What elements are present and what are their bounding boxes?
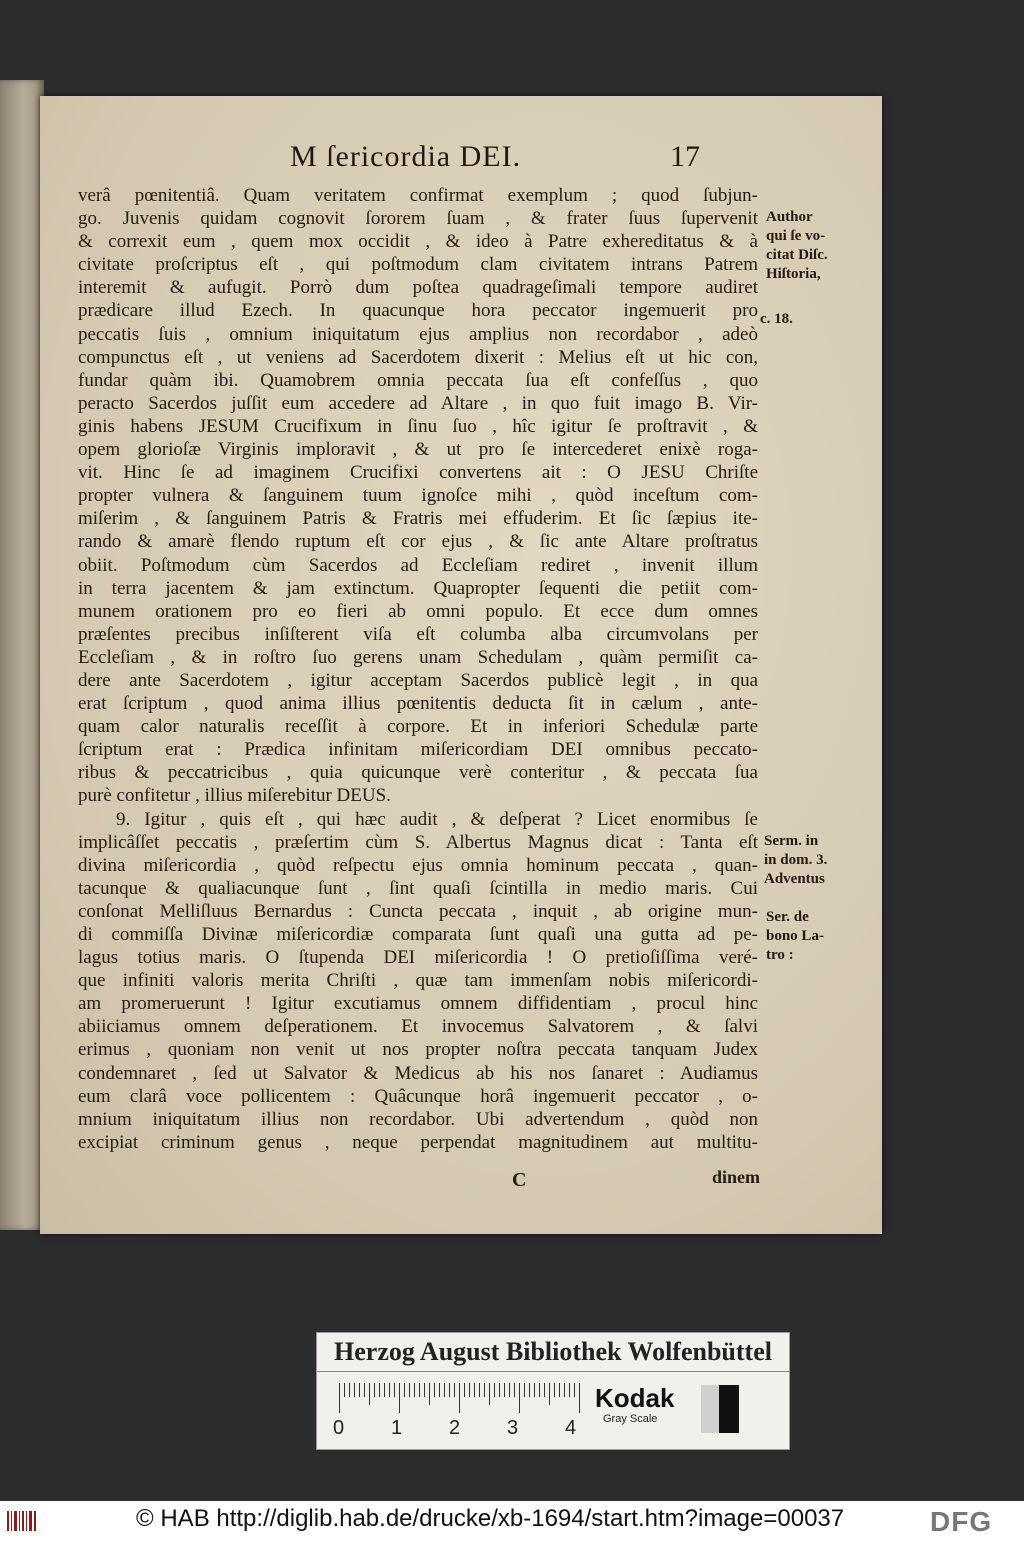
ruler-tick bbox=[384, 1383, 385, 1397]
ruler-tick bbox=[404, 1383, 405, 1397]
signature-mark: C bbox=[512, 1169, 527, 1191]
ruler-tick bbox=[424, 1383, 425, 1397]
gray-patch-dark bbox=[719, 1385, 739, 1433]
ruler-tick bbox=[574, 1383, 575, 1397]
ruler-tick bbox=[464, 1383, 465, 1397]
body-text bbox=[78, 184, 758, 1154]
text-line: ginis habens JESUM Crucifixum in ſinu ſuo , hîc igitur ſe proſtravit , & bbox=[78, 415, 758, 437]
text-line: excipiat criminum genus , neque perpendat magnitudinem aut multitu- bbox=[78, 1131, 758, 1153]
text-line: ribus & peccatricibus , quia quicunque verè conteritur , & peccata ſua bbox=[78, 762, 758, 784]
ruler-tick bbox=[444, 1383, 445, 1397]
text-line: præſentes precibus inſiſterent viſa eſt columba alba circumvolans per bbox=[78, 623, 758, 645]
ruler-tick bbox=[454, 1383, 455, 1397]
text-line: fundar quàm ibi. Quamobrem omnia peccata ſua eſt confeſſus , quo bbox=[78, 369, 758, 391]
text-line: erat ſcriptum , quod anima illius pœnitentis deducta ſit in cælum , ante- bbox=[78, 693, 758, 715]
ruler-tick bbox=[459, 1383, 460, 1413]
text-line: ſcriptum erat : Prædica infinitam miſericordiam DEI omnibus peccato- bbox=[78, 739, 758, 761]
text-line: 9. Igitur , quis eſt , qui hæc audit , & deſperat ? Licet enormibus ſe bbox=[116, 808, 758, 830]
ruler-tick bbox=[409, 1383, 410, 1397]
ruler-number: 0 bbox=[333, 1417, 345, 1439]
text-line: vit. Hinc ſe ad imaginem Crucifixi convertens ait : O JESU Chriſte bbox=[78, 462, 758, 484]
source-link[interactable]: © HAB http://diglib.hab.de/drucke/xb-1694/start.htm?image=00037 bbox=[136, 1505, 845, 1532]
ruler-tick bbox=[499, 1383, 500, 1397]
text-line: in terra jacentem & jam extinctum. Quapropter ſequenti die petiit com- bbox=[78, 577, 758, 599]
ruler-tick bbox=[434, 1383, 435, 1397]
ruler-tick bbox=[364, 1383, 365, 1397]
text-line: civitate proſcriptus eſt , qui poſtmodum clam civitatem intrans Patrem bbox=[78, 254, 758, 276]
kodak-brand: Kodak bbox=[595, 1383, 675, 1413]
barcode-icon bbox=[6, 1509, 38, 1533]
text-line: di commiſſa Divinæ miſericordiæ comparata ſunt quaſi una gutta ad pe- bbox=[78, 924, 758, 945]
text-line: verâ pœnitentiâ. Quam veritatem confirmat exemplum ; quod ſubjun- bbox=[78, 185, 758, 206]
text-line: munem orationem pro eo fieri ab omni populo. Et ecce dum omnes bbox=[78, 600, 758, 622]
ruler-tick bbox=[559, 1383, 560, 1397]
text-line: conſonat Melliſluus Bernardus : Cuncta peccata , inquit , ab origine mun- bbox=[78, 900, 758, 922]
text-line: abiiciamus omnem deſperationem. Et invocemus Salvatorem , & ſalvi bbox=[78, 1016, 758, 1038]
text-line: propter vulnera & ſanguinem tuum ignoſce mihi , quòd inceſtum com- bbox=[78, 485, 758, 507]
text-line: obiit. Poſtmodum cùm Sacerdos ad Eccleſiam rediret , invenit illum bbox=[78, 554, 758, 576]
ruler-numbers bbox=[333, 1417, 583, 1441]
margin-note: Serm. in in dom. 3. Adventus bbox=[764, 833, 828, 887]
ruler-tick bbox=[394, 1383, 395, 1397]
running-title: M ſericordia DEI. bbox=[290, 140, 522, 173]
ruler-tick bbox=[579, 1383, 580, 1413]
text-line: lagus totius maris. O ſtupenda DEI miſericordia ! O pretioſiſſima veré- bbox=[78, 947, 758, 969]
text-line: eum clarâ voce pollicentem : Quâcunque horâ ingemuerit peccator , o- bbox=[78, 1085, 758, 1107]
ruler-tick bbox=[449, 1383, 450, 1397]
running-head bbox=[40, 140, 882, 180]
ruler-tick bbox=[359, 1383, 360, 1397]
ruler-tick bbox=[349, 1383, 350, 1397]
text-line: rando & amarè flendo ruptum eſt cor ejus , & ſic ante Altare proſtratus bbox=[78, 531, 758, 553]
text-line: purè confitetur , illius miſerebitur DEUS. bbox=[78, 785, 391, 807]
ruler-tick bbox=[339, 1383, 340, 1413]
ruler-tick bbox=[344, 1383, 345, 1397]
text-line: implicâſſet peccatis , præſertim cùm S. Albertus Magnus dicat : Tanta eſt bbox=[78, 831, 758, 853]
text-line: interemit & aufugit. Porrò dum poſtea quadrageſimali tempore audiret bbox=[78, 277, 758, 299]
ruler-tick bbox=[379, 1383, 380, 1397]
text-line: peracto Sacerdos juſſit eum accedere ad Altare , in quo fuit imago B. Vir- bbox=[78, 392, 758, 414]
ruler-tick bbox=[354, 1383, 355, 1397]
book-page bbox=[40, 96, 882, 1234]
catchword: dinem bbox=[712, 1167, 761, 1187]
ruler-tick bbox=[489, 1383, 490, 1405]
ruler-tick bbox=[509, 1383, 510, 1397]
text-line: dere ante Sacerdotem , igitur acceptam Sacerdos publicè legit , in qua bbox=[78, 669, 758, 691]
text-line: am promeruerunt ! Igitur excutiamus omnem diffidentiam , procul hinc bbox=[78, 993, 758, 1015]
ruler-tick bbox=[544, 1383, 545, 1397]
text-line: prædicare illud Ezech. In quacunque hora peccator ingemuerit pro bbox=[78, 300, 758, 322]
ruler-tick bbox=[539, 1383, 540, 1397]
text-line: go. Juvenis quidam cognovit ſororem ſuam , & frater ſuus ſupervenit bbox=[78, 208, 758, 230]
ruler-tick bbox=[439, 1383, 440, 1397]
ruler-number: 4 bbox=[565, 1417, 577, 1439]
kodak-subtitle: Gray Scale bbox=[603, 1413, 658, 1425]
text-line: tacunque & qualiacunque ſunt , ſint quaſi ſcintilla in medio maris. Cui bbox=[78, 877, 758, 899]
text-line: mnium iniquitatum illius non recordabor. Ubi advertendum , quòd non bbox=[78, 1108, 758, 1130]
footer-bar bbox=[0, 1501, 1024, 1541]
ruler-tick bbox=[389, 1383, 390, 1397]
text-line: & correxit eum , quem mox occidit , & ideo à Patre exhereditatus & à bbox=[78, 231, 758, 253]
gray-patch-light bbox=[701, 1385, 719, 1433]
ruler-tick bbox=[504, 1383, 505, 1397]
ruler-tick bbox=[554, 1383, 555, 1397]
text-line: opem glorioſæ Virginis imploravit , & ut pro ſe intercederet enixè roga- bbox=[78, 439, 758, 461]
text-line: Eccleſiam , & in roſtro ſuo gerens unam Schedulam , quàm permiſit ca- bbox=[78, 646, 758, 668]
ruler-tick bbox=[479, 1383, 480, 1397]
margin-note: Ser. de bono La- tro : bbox=[766, 909, 824, 963]
ruler-number: 1 bbox=[391, 1417, 403, 1439]
ruler-tick bbox=[484, 1383, 485, 1397]
ruler-tick bbox=[419, 1383, 420, 1397]
text-line: divina miſericordia , quòd reſpectu ejus omnia hominum peccata , quan- bbox=[78, 854, 758, 876]
ruler-tick bbox=[414, 1383, 415, 1397]
ruler-tick bbox=[369, 1383, 370, 1405]
ruler-tick bbox=[429, 1383, 430, 1405]
ruler-tick bbox=[549, 1383, 550, 1405]
ruler-tick bbox=[514, 1383, 515, 1397]
text-line: miſerim , & ſanguinem Patris & Fratris mei effuderim. Et ſic ſæpius ite- bbox=[78, 508, 758, 530]
text-line: condemnaret , ſed ut Salvator & Medicus ab his nos ſanaret : Audiamus bbox=[78, 1062, 758, 1084]
ruler-number: 3 bbox=[507, 1417, 519, 1439]
library-label bbox=[316, 1332, 790, 1450]
margin-note: c. 18. bbox=[760, 311, 793, 327]
ruler-tick bbox=[519, 1383, 520, 1413]
ruler-tick bbox=[469, 1383, 470, 1397]
ruler-tick bbox=[524, 1383, 525, 1397]
text-line: compunctus eſt , ut veniens ad Sacerdotem dixerit : Melius eſt ut hic con, bbox=[78, 346, 758, 368]
library-name: Herzog August Bibliothek Wolfenbüttel bbox=[317, 1337, 789, 1372]
ruler-tick bbox=[564, 1383, 565, 1397]
ruler-tick bbox=[494, 1383, 495, 1397]
dfg-logo: DFG bbox=[930, 1506, 993, 1537]
ruler-tick bbox=[474, 1383, 475, 1397]
ruler-scale bbox=[339, 1383, 579, 1413]
ruler-tick bbox=[399, 1383, 400, 1413]
ruler-number: 2 bbox=[449, 1417, 461, 1439]
ruler-tick bbox=[529, 1383, 530, 1397]
text-line: peccatis ſuis , omnium iniquitatum ejus amplius non recordabor , adeò bbox=[78, 323, 758, 345]
page-number: 17 bbox=[670, 140, 700, 173]
text-line: erimus , quoniam non venit ut nos propter noſtra peccata tanquam Judex bbox=[78, 1039, 758, 1061]
ruler-tick bbox=[534, 1383, 535, 1397]
ruler-tick bbox=[374, 1383, 375, 1397]
text-line: que infiniti valoris merita Chriſti , quæ tam immenſam nobis miſericordi- bbox=[78, 970, 758, 992]
margin-note: Author qui ſe vo- citat Diſc. Hiſtoria, bbox=[766, 209, 828, 282]
ruler-tick bbox=[569, 1383, 570, 1397]
text-line: quam calor naturalis receſſit à corpore. Et in inferiori Schedulæ parte bbox=[78, 716, 758, 738]
book-edge bbox=[0, 80, 44, 1230]
